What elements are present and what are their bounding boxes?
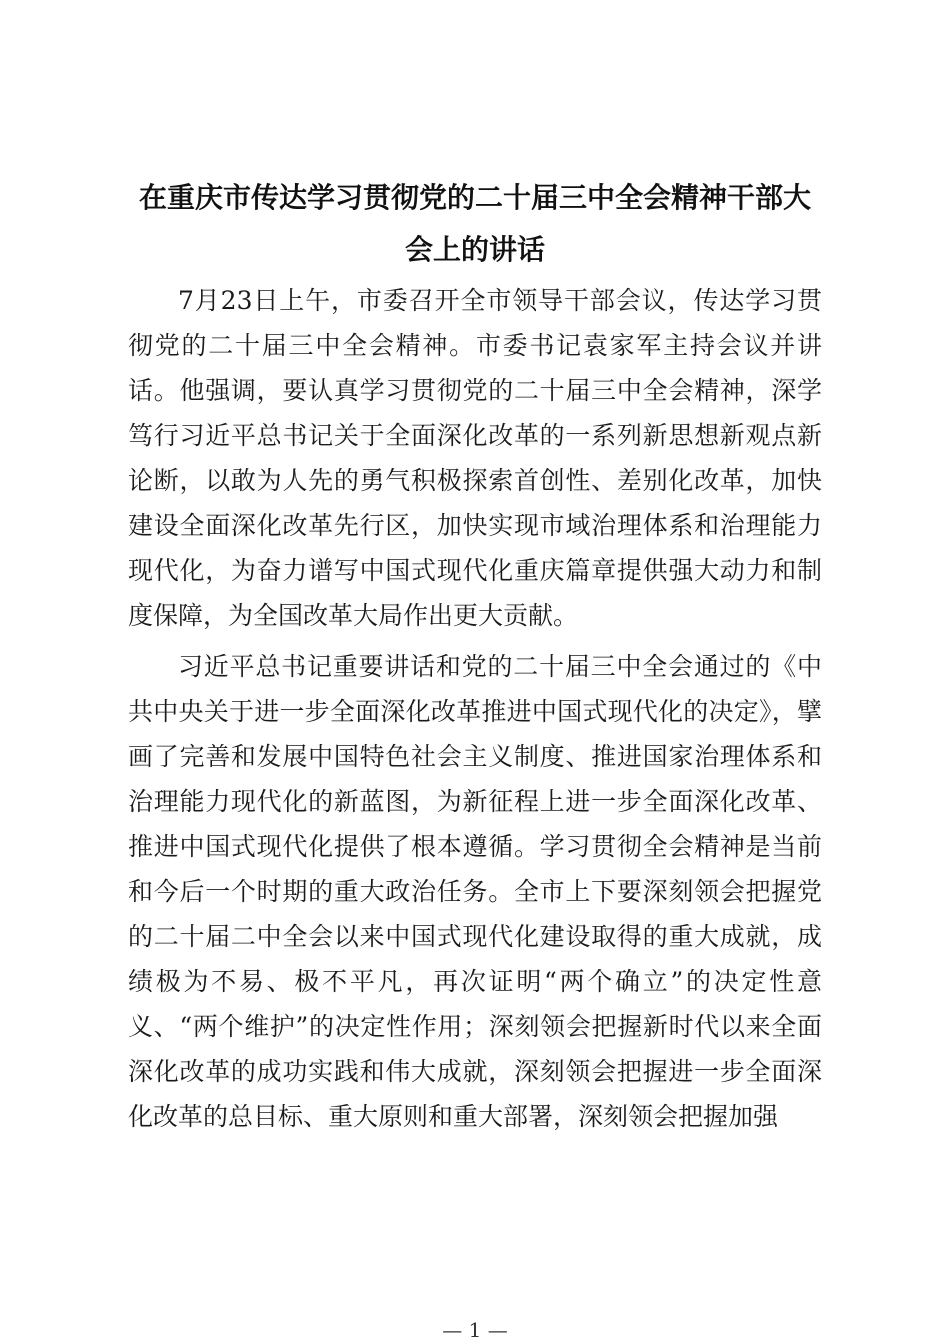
document-body — [128, 278, 822, 1145]
page-number: — 1 — — [442, 1318, 508, 1342]
paragraph-1: 7月23日上午，市委召开全市领导干部会议，传达学习贯彻党的二十届三中全会精神。市委书记袁家军主持会议并讲话。他强调，要认真学习贯彻党的二十届三中全会精神，深学笃行习近平总书记关于全面深化改革的一系列新思想新观点新论断，以敢为人先的勇气积极探索首创性、差别化改革，加快建设全面深化改革先行区，加快实现市域治理体系和治理能力现代化，为奋力谱写中国式现代化重庆篇章提供强大动力和制度保障，为全国改革大局作出更大贡献。 — [128, 286, 822, 630]
document-title: 在重庆市传达学习贯彻党的二十届三中全会精神干部大会上的讲话 — [138, 181, 811, 266]
paragraph-2: 习近平总书记重要讲话和党的二十届三中全会通过的《中共中央关于进一步全面深化改革推进中国式现代化的决定》，擘画了完善和发展中国特色社会主义制度、推进国家治理体系和治理能力现代化的新蓝图，为新征程上进一步全面深化改革、推进中国式现代化提供了根本遵循。学习贯彻全会精神是当前和今后一个时期的重大政治任务。全市上下要深刻领会把握党的二十届二中全会以来中国式现代化建设取得的重大成就，成绩极为不易、极不平凡，再次证明“两个确立”的决定性意义、“两个维护”的决定性作用；深刻领会把握新时代以来全面深化改革的成功实践和伟大成就，深刻领会把握进一步全面深化改革的总目标、重大原则和重大部署，深刻领会把握加强 — [128, 652, 822, 1131]
